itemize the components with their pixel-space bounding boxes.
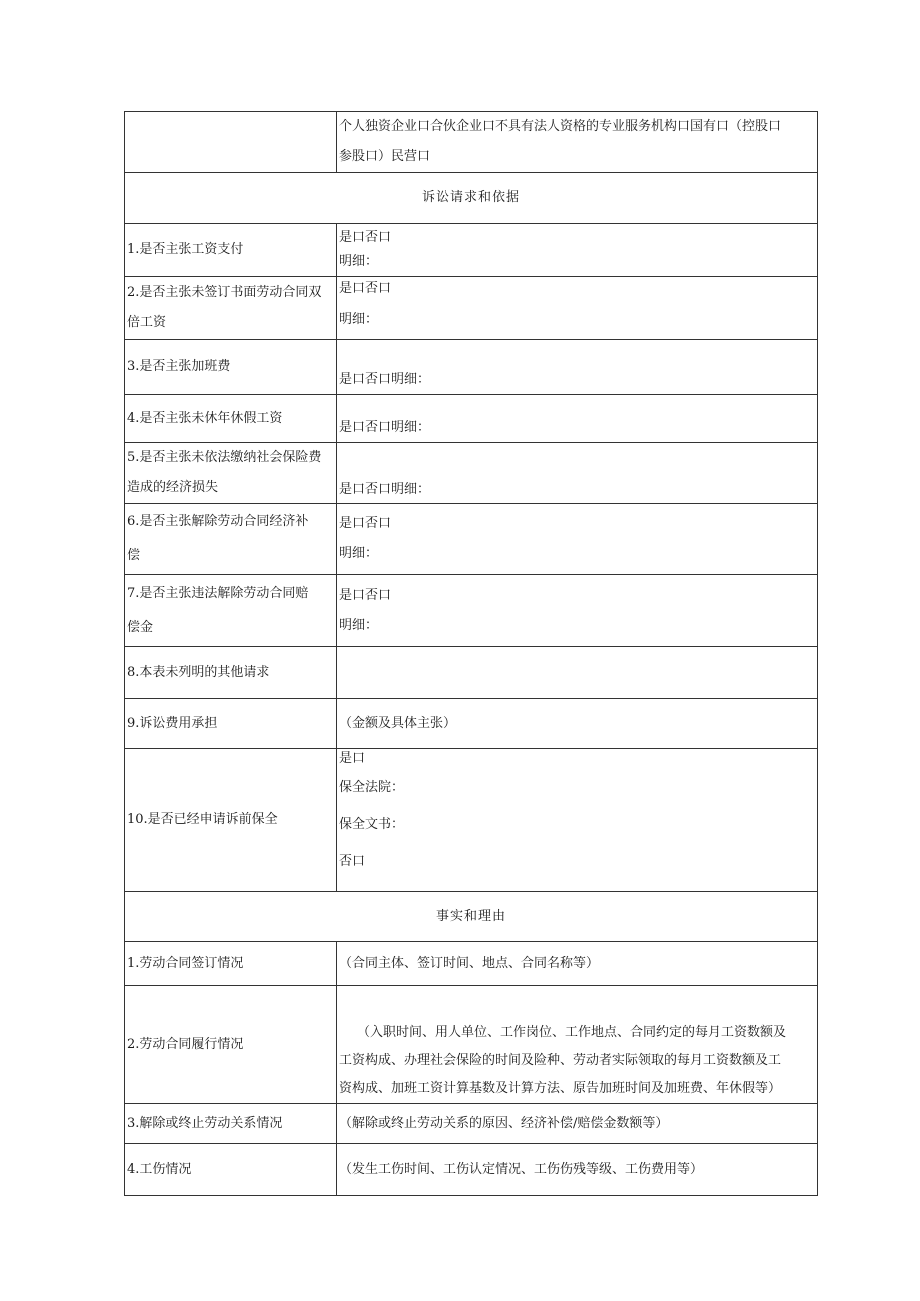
claim-label-8: 8.本表未列明的其他请求 <box>125 647 337 699</box>
claim-detail-6[interactable]: 明细： <box>339 546 379 561</box>
claim-answer-7[interactable] <box>337 575 818 647</box>
preservation-document[interactable]: 保全文书： <box>339 817 405 832</box>
fact-answer-3[interactable]: （解除或终止劳动关系的原因、经济补偿/赔偿金数额等） <box>337 1104 818 1144</box>
claim-answer-2[interactable] <box>337 277 818 340</box>
claim-label-5-line1: 5.是否主张未依法缴纳社会保险费 <box>127 450 322 465</box>
claim-row-9 <box>125 699 818 749</box>
claim-label-10: 10.是否已经申请诉前保全 <box>125 749 337 892</box>
claim-answer-10[interactable] <box>337 749 818 892</box>
claim-answer-3[interactable]: 是口否口明细： <box>337 340 818 395</box>
claim-options-7[interactable]: 是口否口 <box>339 587 392 603</box>
claim-label-4: 4.是否主张未休年休假工资 <box>125 395 337 443</box>
claim-label-7-line1: 7.是否主张违法解除劳动合同赔 <box>127 585 309 601</box>
claim-label-9: 9.诉讼费用承担 <box>125 699 337 749</box>
preservation-no[interactable]: 否口 <box>339 854 366 869</box>
section-header-facts <box>125 892 818 942</box>
section-title-claims: 诉讼请求和依据 <box>125 173 818 224</box>
claim-label-7-line2: 偿金 <box>127 619 154 635</box>
enterprise-type-label-cell <box>125 112 337 173</box>
claim-label-2-line1: 2.是否主张未签订书面劳动合同双 <box>127 285 322 300</box>
complaint-form-table <box>124 111 818 1196</box>
fact-hint-2-line1: （入职时间、用人单位、工作岗位、工作地点、合同约定的每月工资数额及 <box>357 1025 787 1040</box>
fact-label-1: 1.劳动合同签订情况 <box>125 942 337 986</box>
claim-options-6[interactable]: 是口否口 <box>339 516 392 531</box>
claim-label-6-line2: 偿 <box>127 548 141 563</box>
claim-row-1 <box>125 224 818 277</box>
claim-label-2-line2: 倍工资 <box>127 315 167 330</box>
claim-label-2 <box>125 277 337 340</box>
claim-row-7 <box>125 575 818 647</box>
fact-row-2 <box>125 986 818 1104</box>
enterprise-type-line1: 个人独资企业口合伙企业口不具有法人资格的专业服务机构口国有口（控股口 <box>339 119 782 134</box>
claim-label-1: 1.是否主张工资支付 <box>125 224 337 277</box>
enterprise-type-line2: 参股口）民营口 <box>339 149 431 164</box>
fact-label-2: 2.劳动合同履行情况 <box>125 986 337 1104</box>
claim-detail-1[interactable]: 明细： <box>339 254 379 269</box>
claim-label-5-line2: 造成的经济损失 <box>127 480 219 495</box>
claim-label-3: 3.是否主张加班费 <box>125 340 337 395</box>
fact-row-1 <box>125 942 818 986</box>
claim-answer-8[interactable] <box>337 647 818 699</box>
fact-answer-1[interactable]: （合同主体、签订时间、地点、合同名称等） <box>337 942 818 986</box>
enterprise-type-options[interactable] <box>337 112 818 173</box>
claim-row-2 <box>125 277 818 340</box>
claim-row-10 <box>125 749 818 892</box>
claim-label-6 <box>125 504 337 575</box>
section-header-claims <box>125 173 818 224</box>
fact-label-3: 3.解除或终止劳动关系情况 <box>125 1104 337 1144</box>
fact-answer-2[interactable] <box>337 986 818 1104</box>
claim-answer-1[interactable] <box>337 224 818 277</box>
preservation-yes[interactable]: 是口 <box>339 751 366 766</box>
claim-options-2[interactable]: 是口否口 <box>339 281 392 296</box>
fact-hint-2-line3: 资构成、加班工资计算基数及计算方法、原告加班时间及加班费、年休假等） <box>339 1081 782 1096</box>
enterprise-type-row <box>125 112 818 173</box>
claim-label-7 <box>125 575 337 647</box>
section-title-facts: 事实和理由 <box>125 892 818 942</box>
claim-row-6 <box>125 504 818 575</box>
claim-label-6-line1: 6.是否主张解除劳动合同经济补 <box>127 514 309 529</box>
fact-hint-2-line2: 工资构成、办理社会保险的时间及险种、劳动者实际领取的每月工资数额及工 <box>339 1053 782 1068</box>
claim-row-3 <box>125 340 818 395</box>
claim-label-5 <box>125 443 337 504</box>
preservation-court[interactable]: 保全法院： <box>339 780 405 795</box>
claim-row-5 <box>125 443 818 504</box>
claim-row-4 <box>125 395 818 443</box>
claim-answer-4[interactable]: 是口否口明细： <box>337 395 818 443</box>
claim-answer-5[interactable]: 是口否口明细： <box>337 443 818 504</box>
claim-row-8 <box>125 647 818 699</box>
claim-options-1[interactable]: 是口否口 <box>339 230 392 245</box>
fact-row-4 <box>125 1144 818 1196</box>
claim-answer-9[interactable]: （金额及具体主张） <box>337 699 818 749</box>
claim-answer-6[interactable] <box>337 504 818 575</box>
fact-label-4: 4.工伤情况 <box>125 1144 337 1196</box>
claim-detail-7[interactable]: 明细： <box>339 617 379 633</box>
fact-answer-4[interactable]: （发生工伤时间、工伤认定情况、工伤伤残等级、工伤费用等） <box>337 1144 818 1196</box>
claim-detail-2[interactable]: 明细： <box>339 312 379 327</box>
fact-row-3 <box>125 1104 818 1144</box>
